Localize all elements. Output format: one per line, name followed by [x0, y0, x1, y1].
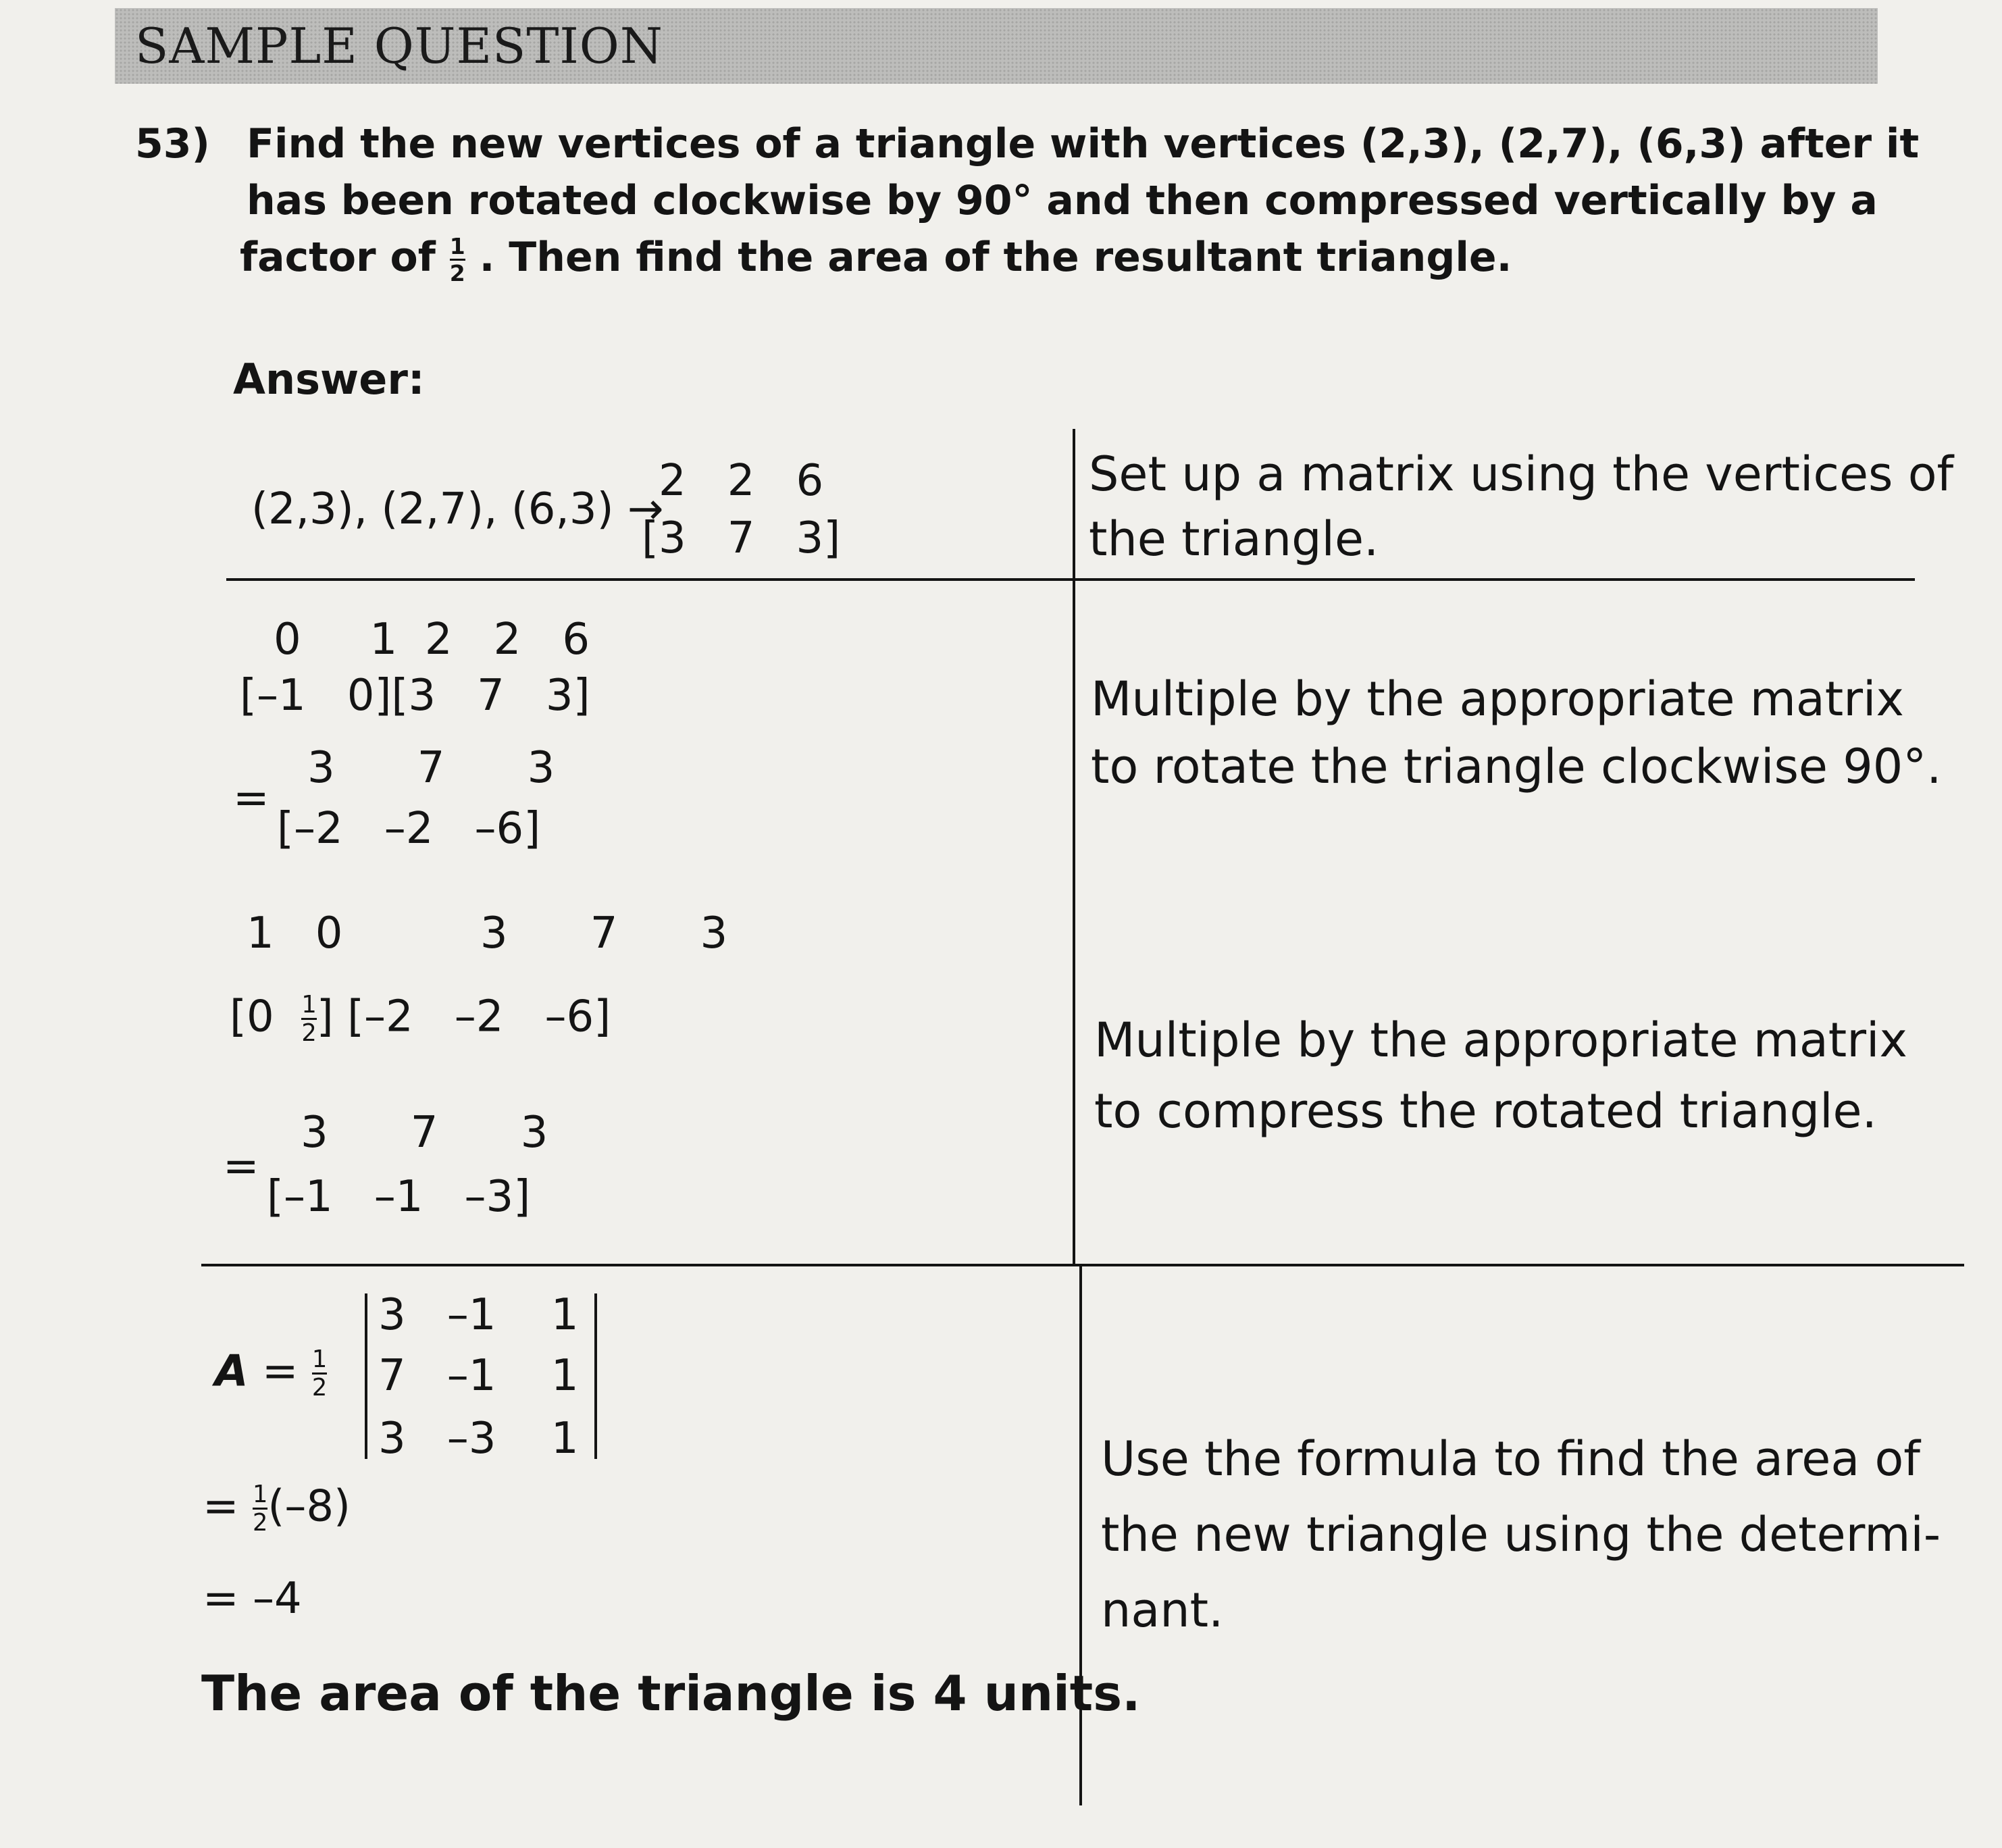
question-line-3	[240, 234, 1512, 284]
compression-product-top-row: 1 0 3 7 3	[247, 908, 728, 958]
table-divider-row-1	[226, 578, 1915, 581]
step-2-description-line-1: Multiple by the appropriate matrix	[1091, 671, 1904, 727]
answer-label: Answer:	[233, 355, 425, 404]
determinant-row-3: 3 –3 1	[378, 1414, 579, 1464]
half-coefficient	[311, 1345, 328, 1402]
header-title: SAMPLE QUESTION	[135, 18, 663, 74]
compression-result-top-row: 3 7 3	[301, 1108, 548, 1158]
question-line-2: has been rotated clockwise by 90° and then compressed vertically by a	[247, 177, 1878, 224]
compression-matrix-left: [0	[230, 992, 274, 1042]
fraction-numerator: 1	[449, 232, 465, 259]
fraction-denominator: 2	[311, 1374, 328, 1402]
rotation-result-bottom-row: [–2 –2 –6]	[277, 804, 541, 854]
step-3-description-line-1: Multiple by the appropriate matrix	[1094, 1012, 1907, 1068]
rotation-product-top-row: 0 1 2 2 6	[274, 615, 590, 665]
determinant-left-bar	[365, 1293, 367, 1459]
setup-matrix-bottom-row: [3 7 3]	[642, 513, 841, 563]
header-band	[115, 8, 1878, 84]
fraction-numerator: 1	[311, 1345, 328, 1373]
question-number: 53)	[135, 120, 210, 168]
conclusion: The area of the triangle is 4 units.	[201, 1665, 1141, 1722]
step-1-description-line-2: the triangle.	[1089, 511, 1379, 567]
step-4-description-line-2: the new triangle using the determi-	[1101, 1507, 1941, 1562]
half-coefficient	[253, 1483, 267, 1535]
step-4-description-line-3: nant.	[1101, 1583, 1224, 1638]
area-step-2: = –4	[203, 1574, 302, 1624]
rotation-product-bottom-row: [–1 0][3 7 3]	[240, 671, 590, 721]
rotation-equals: =	[233, 773, 270, 823]
table-divider-row-2	[201, 1264, 1964, 1266]
table-divider-vertical-upper	[1073, 429, 1075, 1265]
rotation-result-top-row: 3 7 3	[307, 743, 555, 793]
setup-vertices: (2,3), (2,7), (6,3) →	[251, 484, 664, 534]
fraction-numerator: 1	[252, 1481, 268, 1508]
determinant-right-bar	[594, 1293, 597, 1459]
determinant-row-1: 3 –1 1	[378, 1290, 579, 1340]
fraction-denominator: 2	[301, 1019, 317, 1048]
step-1-description-line-1: Set up a matrix using the vertices of	[1089, 446, 1954, 502]
fraction-denominator: 2	[449, 259, 465, 286]
setup-matrix-top-row: 2 2 6	[659, 456, 824, 506]
determinant-row-2: 7 –1 1	[378, 1351, 579, 1401]
area-symbol: A	[215, 1346, 249, 1397]
step-4-description-line-1: Use the formula to find the area of	[1101, 1431, 1920, 1487]
area-formula-lhs: A = $\frac{1}{2}$	[215, 1345, 328, 1402]
area-step-1: = $\frac{1}{2}$ (–8)	[203, 1481, 351, 1537]
question-line-3-prefix: factor of	[240, 234, 436, 281]
fraction-denominator: 2	[252, 1509, 268, 1537]
compression-product-bottom-row	[230, 991, 611, 1048]
compression-result-bottom-row: [–1 –1 –3]	[267, 1172, 531, 1222]
step-2-description-line-2: to rotate the triangle clockwise 90°.	[1091, 739, 1942, 794]
question-line-3-suffix: . Then find the area of the resultant triangle.	[479, 234, 1512, 281]
compression-matrix-right: ] [–2 –2 –6]	[316, 992, 611, 1042]
fraction-numerator: 1	[301, 991, 317, 1019]
compression-factor-fraction	[301, 991, 317, 1048]
table-divider-vertical-lower	[1079, 1265, 1082, 1805]
step-3-description-line-2: to compress the rotated triangle.	[1094, 1083, 1877, 1139]
compression-equals: =	[223, 1141, 259, 1191]
determinant-value: (–8)	[267, 1481, 351, 1532]
question-line-1: Find the new vertices of a triangle with vertices (2,3), (2,7), (6,3) after it	[247, 120, 1920, 168]
one-half-fraction	[449, 232, 465, 286]
